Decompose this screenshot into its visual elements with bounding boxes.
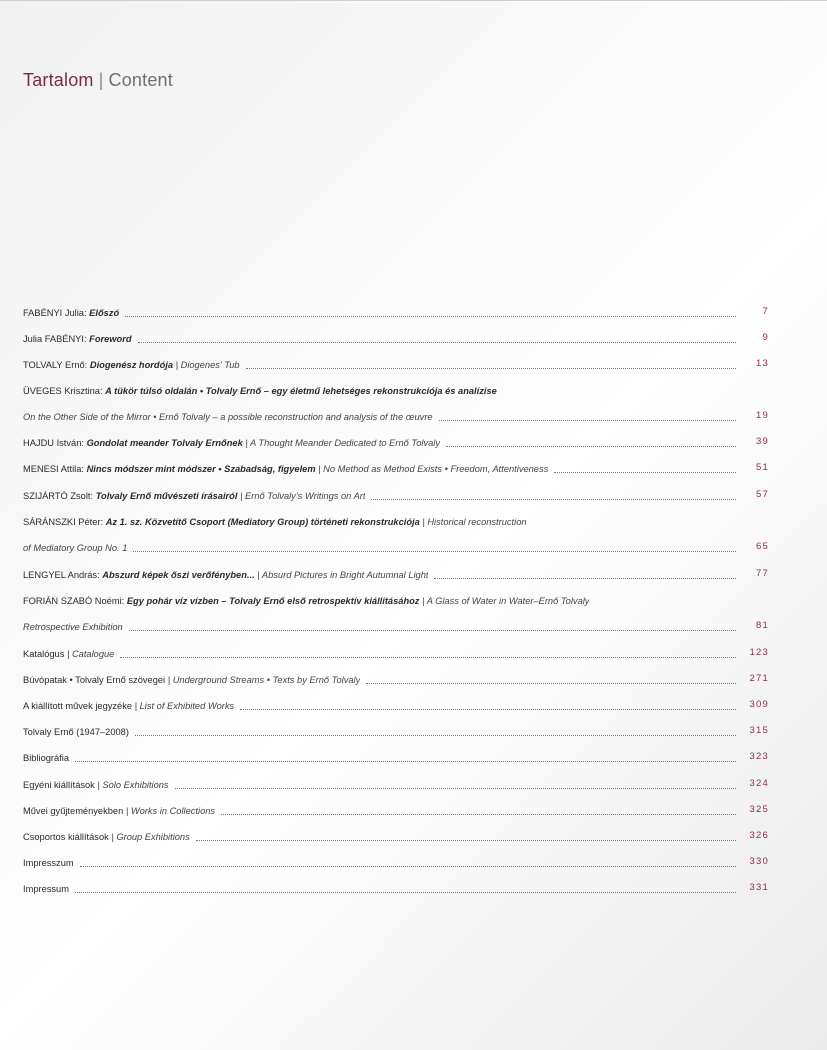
dot-leader <box>439 420 736 421</box>
dot-leader <box>133 551 736 552</box>
dot-leader <box>125 316 736 317</box>
toc-entry-author: Impresszum <box>23 858 74 868</box>
dot-leader <box>240 709 736 710</box>
toc-entry-translation: | Historical reconstruction <box>419 517 527 527</box>
toc-entry-title: Gondolat meander Tolvaly Ernőnek <box>86 438 243 448</box>
toc-entry-text <box>23 464 548 475</box>
toc-entry-author: A kiállított művek jegyzéke <box>23 701 133 711</box>
toc-entry-author: Búvópatak • Tolvaly Ernő szövegei <box>23 675 166 685</box>
toc-entry[interactable] <box>23 724 740 738</box>
toc-entry[interactable] <box>23 435 740 449</box>
title-hungarian: Tartalom <box>23 70 94 90</box>
dot-leader <box>120 657 736 658</box>
toc-page-number: 77 <box>756 568 769 579</box>
toc-entry-author: HAJDU István: <box>23 438 84 448</box>
dot-leader <box>366 683 736 684</box>
toc-entry[interactable] <box>23 461 740 475</box>
toc-entry-text <box>23 753 69 764</box>
toc-entry-text <box>23 412 433 423</box>
toc-entry-text <box>23 649 114 660</box>
dot-leader <box>80 866 736 867</box>
dot-leader <box>135 735 736 736</box>
toc-entry-translation: | List of Exhibited Works <box>132 701 235 711</box>
dot-leader <box>138 342 736 343</box>
toc-page-number: 39 <box>756 436 769 447</box>
toc-entry-author: TOLVALY Ernő: <box>23 360 88 370</box>
toc-page-number: 331 <box>749 882 769 893</box>
toc-entry-author: Csoportos kiállítások <box>23 832 109 842</box>
toc-entry-title: Foreword <box>89 334 132 344</box>
toc-entry-author: ÜVEGES Krisztina: <box>23 386 103 396</box>
dot-leader <box>129 630 736 631</box>
toc-entry-text <box>23 701 234 712</box>
toc-entry-text <box>23 858 74 869</box>
toc-entry-translation: | No Method as Method Exists • Freedom, Attentiveness <box>315 464 549 474</box>
toc-entry-text <box>23 438 440 449</box>
toc-entry-text <box>23 386 497 397</box>
toc-entry[interactable] <box>23 593 740 607</box>
toc-entry-author: MENESI Attila: <box>23 464 84 474</box>
dot-leader <box>371 499 736 500</box>
toc-entry-text <box>23 780 169 791</box>
toc-entry-text <box>23 884 69 895</box>
toc-entry-translation: | Catalogue <box>64 649 115 659</box>
toc-entry-author: FORIÁN SZABÓ Noémi: <box>23 596 125 606</box>
toc-page-number: 123 <box>749 647 769 658</box>
toc-entry-text <box>23 570 428 581</box>
toc-page-number: 9 <box>762 332 769 343</box>
toc-entry[interactable] <box>23 750 740 764</box>
toc-entry[interactable] <box>23 383 740 397</box>
toc-entry-author: Julia FABÉNYI: <box>23 334 87 344</box>
toc-entry-title: Abszurd képek őszi verőfényben... <box>102 570 255 580</box>
toc-entry[interactable] <box>23 881 740 895</box>
toc-entry[interactable] <box>23 488 740 502</box>
toc-entry-text <box>23 727 129 738</box>
toc-entry-title: Előszó <box>89 308 120 318</box>
toc-entry[interactable] <box>23 357 740 371</box>
toc-page-number: 324 <box>749 778 769 789</box>
toc-entry-text <box>23 832 190 843</box>
toc-page-number: 309 <box>749 699 769 710</box>
toc-page-number: 325 <box>749 804 769 815</box>
toc-page-number: 19 <box>756 410 769 421</box>
toc-entry-title: Egy pohár víz vízben – Tolvaly Ernő első retrospektív kiállításához <box>126 596 420 606</box>
dot-leader <box>196 840 736 841</box>
dot-leader <box>246 368 736 369</box>
toc-entry[interactable] <box>23 698 740 712</box>
toc-entry[interactable] <box>23 777 740 791</box>
toc-entry-translation: | Underground Streams • Texts by Ernő Tolvaly <box>165 675 361 685</box>
toc-entry[interactable] <box>23 672 740 686</box>
toc-entry-title: Nincs módszer mint módszer • Szabadság, figyelem <box>86 464 316 474</box>
toc-page-number: 330 <box>749 856 769 867</box>
toc-entry-author: LENGYEL András: <box>23 570 100 580</box>
toc-entry-author: FABÉNYI Julia: <box>23 308 87 318</box>
toc-page-number: 323 <box>749 751 769 762</box>
dot-leader <box>75 892 736 893</box>
toc-page-number: 7 <box>762 306 769 317</box>
toc-entry-translation: On the Other Side of the Mirror • Ernő Tolvaly – a possible reconstruction and analysis of the œuvre <box>23 412 433 422</box>
toc-entry-translation: | A Glass of Water in Water–Ernő Tolvaly <box>419 596 590 606</box>
toc-entry-author: Katalógus <box>23 649 65 659</box>
toc-entry-title: Diogenész hordója <box>89 360 174 370</box>
toc-entry-text <box>23 622 123 633</box>
toc-page-number: 51 <box>756 462 769 473</box>
toc-entry-author: Tolvaly Ernő (1947–2008) <box>23 727 129 737</box>
toc-entry[interactable] <box>23 331 740 345</box>
toc-entry-translation: Retrospective Exhibition <box>23 622 123 632</box>
toc-entry-author: Egyéni kiállítások <box>23 780 95 790</box>
toc-entry-translation: of Mediatory Group No. 1 <box>23 543 128 553</box>
toc-entry[interactable] <box>23 409 740 423</box>
dot-leader <box>434 578 736 579</box>
toc-page-number: 326 <box>749 830 769 841</box>
toc-entry-text <box>23 543 127 554</box>
toc-entry-author: Bibliográfia <box>23 753 69 763</box>
toc-entry-translation: | A Thought Meander Dedicated to Ernő Tolvaly <box>242 438 440 448</box>
toc-entry-translation: | Diogenes' Tub <box>173 360 240 370</box>
toc-entry-title: Az 1. sz. Közvetítő Csoport (Mediatory Group) történeti rekonstrukciója <box>105 517 420 527</box>
dot-leader <box>446 446 736 447</box>
toc-entry[interactable] <box>23 829 740 843</box>
dot-leader <box>221 814 736 815</box>
toc-entry-author: Impressum <box>23 884 69 894</box>
toc-entry-translation: | Group Exhibitions <box>108 832 190 842</box>
toc-entry-text <box>23 334 132 345</box>
toc-entry[interactable] <box>23 514 740 528</box>
toc-page-number: 81 <box>756 620 769 631</box>
dot-leader <box>175 788 736 789</box>
toc-page-number: 13 <box>756 358 769 369</box>
title-separator: | <box>98 70 104 90</box>
toc-entry-text <box>23 596 589 607</box>
toc-page-number: 271 <box>749 673 769 684</box>
toc-page-number: 65 <box>756 541 769 552</box>
toc-entry-translation: | Works in Collections <box>123 806 216 816</box>
toc-entry-author: SÁRÁNSZKI Péter: <box>23 517 104 527</box>
dot-leader <box>75 761 736 762</box>
toc-page-number: 57 <box>756 489 769 500</box>
dot-leader <box>554 472 736 473</box>
toc-entry[interactable] <box>23 567 740 581</box>
toc-entry-text <box>23 675 360 686</box>
toc-entry[interactable] <box>23 803 740 817</box>
toc-entry[interactable] <box>23 619 740 633</box>
toc-entry-text <box>23 308 119 319</box>
toc-entry-text <box>23 491 365 502</box>
toc-entry-title: Tolvaly Ernő művészeti írásairól <box>95 491 238 501</box>
toc-entry[interactable] <box>23 540 740 554</box>
toc-page-number: 315 <box>749 725 769 736</box>
toc-entry-title: A tükör túlsó oldalán • Tolvaly Ernő – egy életmű lehetséges rekonstrukciója és analízise <box>105 386 497 396</box>
toc-entry-translation: | Ernő Tolvaly's Writings on Art <box>237 491 366 501</box>
toc-entry-text <box>23 360 240 371</box>
toc-entry-text <box>23 806 215 817</box>
title-english: Content <box>108 70 173 90</box>
toc-entry[interactable] <box>23 855 740 869</box>
toc-entry-text <box>23 517 527 528</box>
toc-entry-author: SZIJÁRTÓ Zsolt: <box>23 491 94 501</box>
toc-entry-author: Művei gyűjteményekben <box>23 806 124 816</box>
toc-entry[interactable] <box>23 305 740 319</box>
toc-entry-translation: | Absurd Pictures in Bright Autumnal Light <box>254 570 429 580</box>
toc-entry[interactable] <box>23 646 740 660</box>
toc-entry-translation: | Solo Exhibitions <box>94 780 169 790</box>
